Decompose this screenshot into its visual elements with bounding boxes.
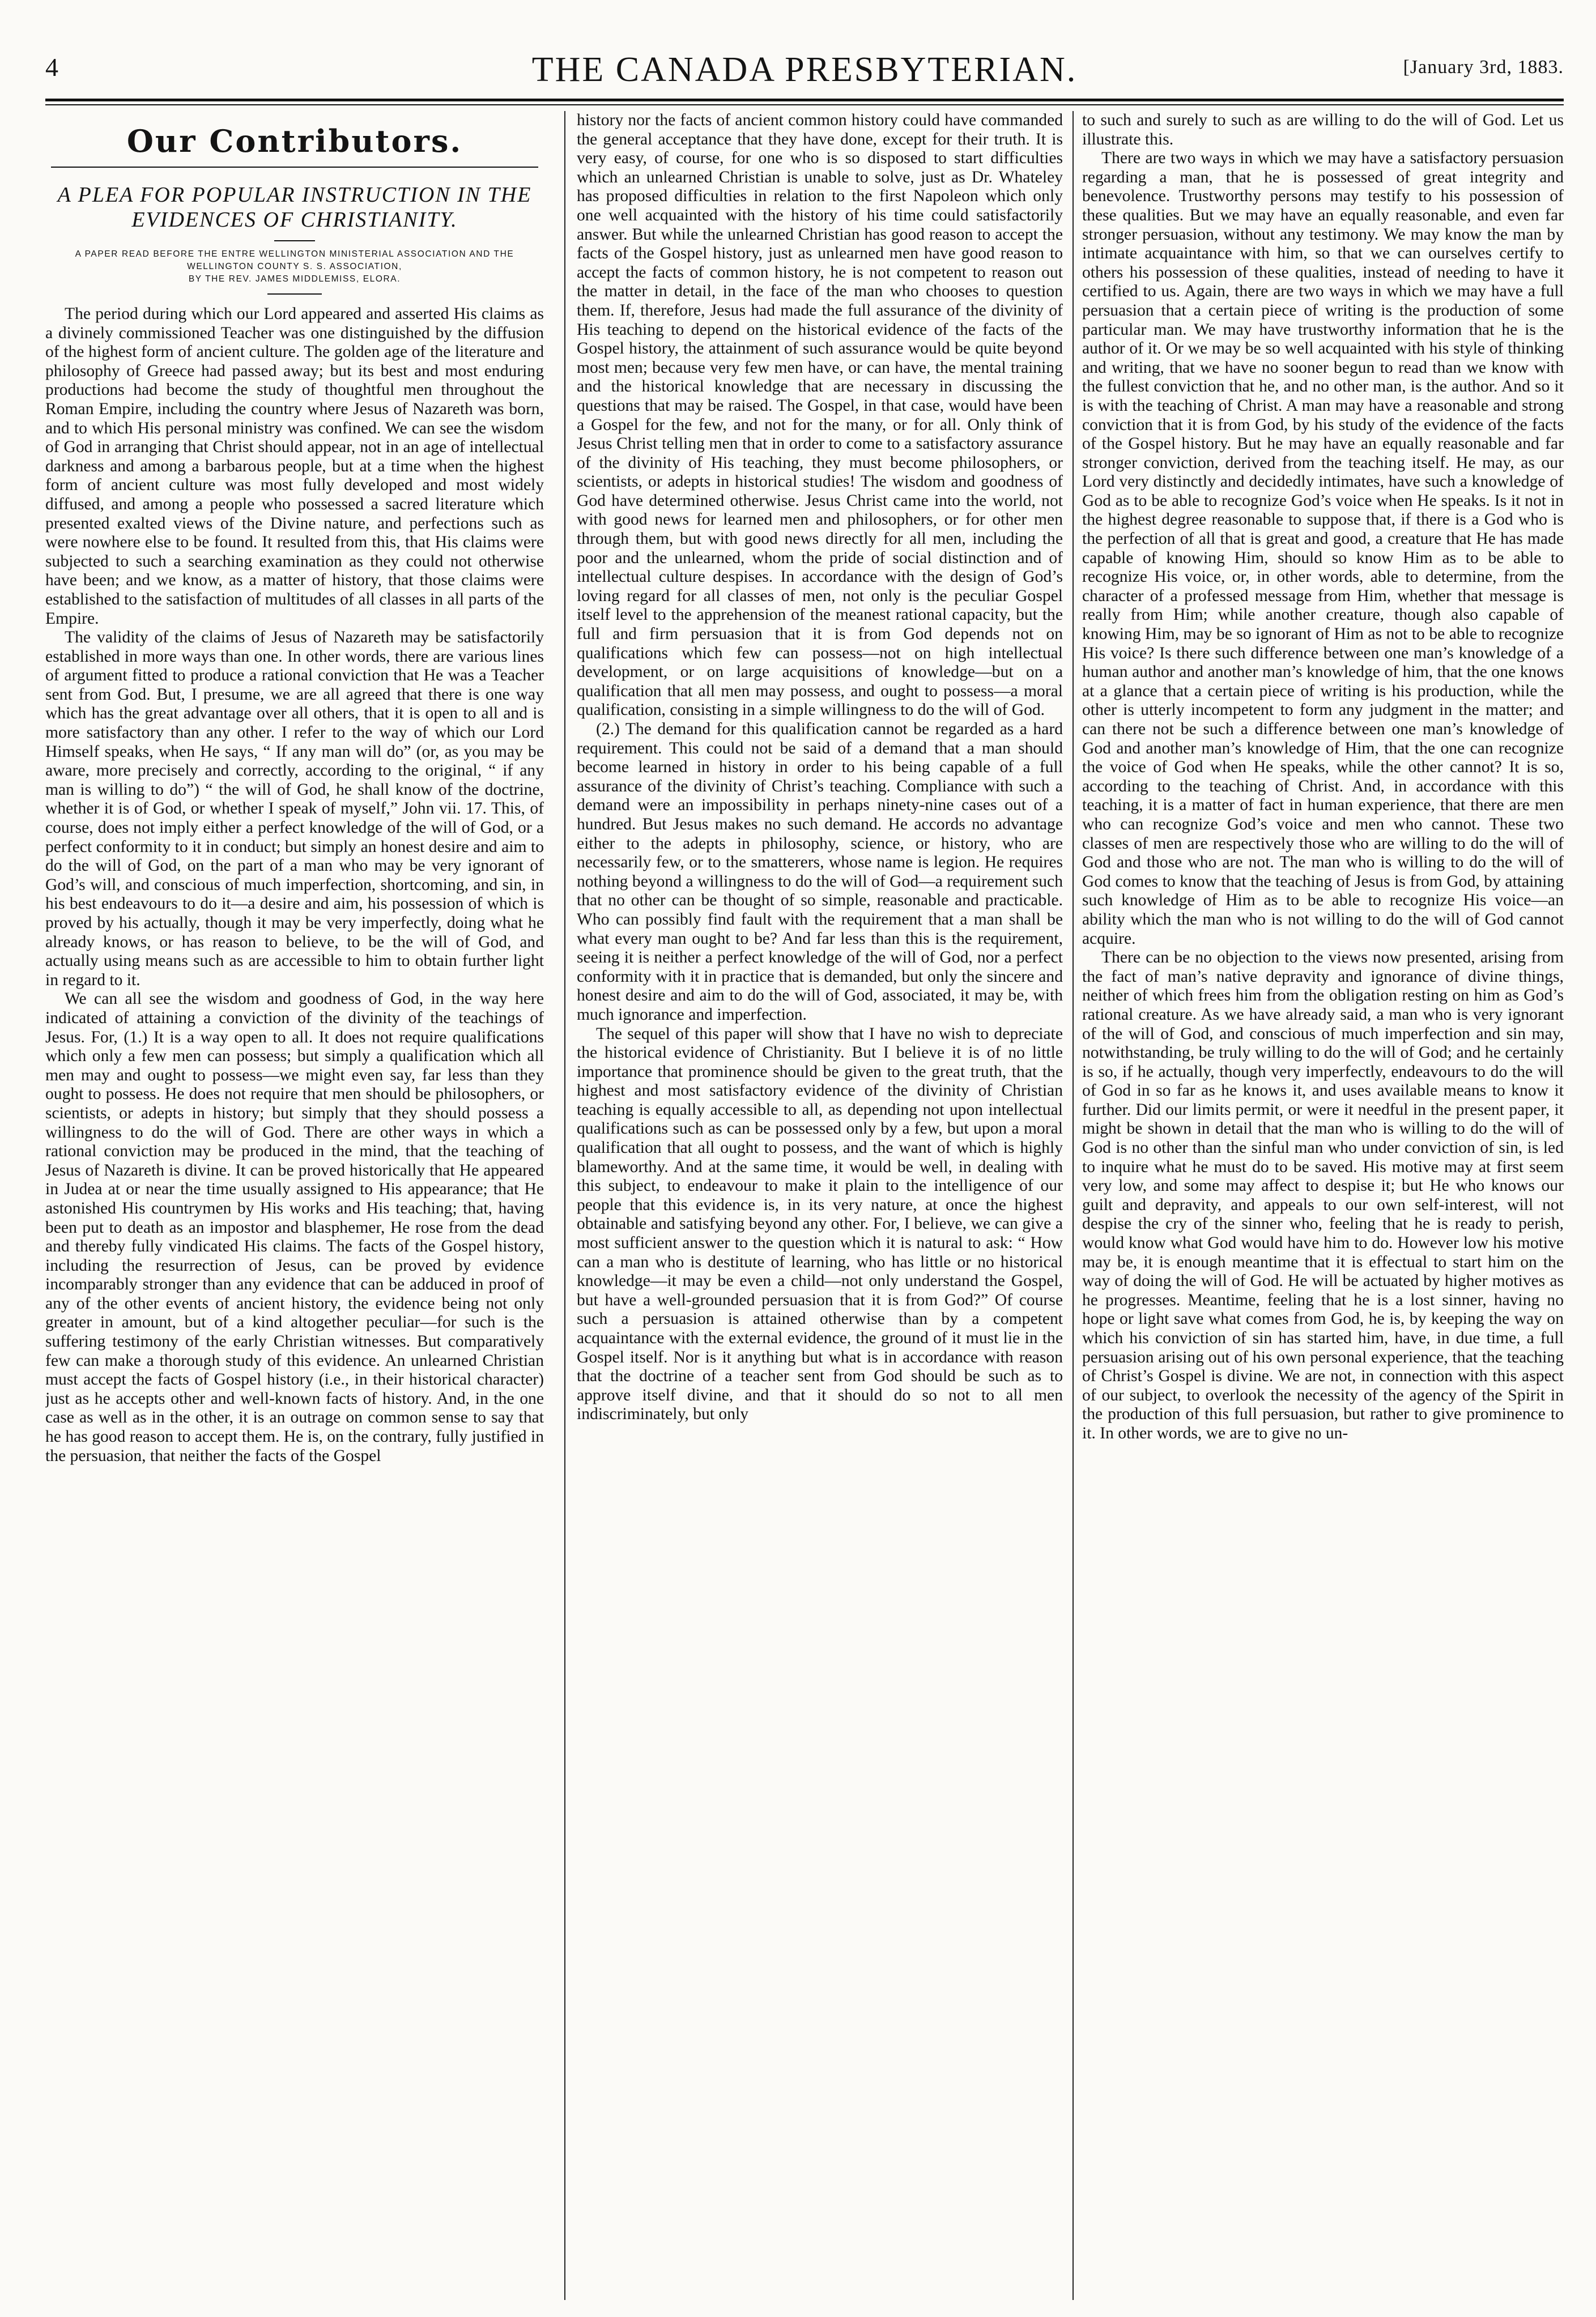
column-divider [1072,111,1074,2300]
paragraph: to such and surely to such as are willing to do the will of God. Let us illustrate this. [1082,111,1564,148]
paragraph: The validity of the claims of Jesus of Nazareth may be satisfactorily established in more ways than one. In other words, there are various lines of argument fitted to produce a rational conviction that He was a Teacher sent from God. But, I presume, we are all agreed that there is one way which has the great advantage over all others, that it is open to all and is more satisfactory than any other. I refer to the way of which our Lord Himself speaks, when He says, “ If any man will do” (or, as you may be aware, more precisely and correctly, according to the original, “ if any man is willing to do”) “ the will of God, he shall know of the doctrine, whether it is of God, or whether I speak of myself,” John vii. 17. This, of course, does not imply either a perfect knowledge of the will of God, or a perfect conformity to it in conduct; but simply an honest desire and aim to do the will of God, on the part of a man who may be very ignorant of God’s will, and conscious of much imperfection, shortcoming, and sin, in his best endeavours to do it—a desire and aim, his possession of which is proved by his actually, though it may be very imperfectly, doing what he already knows, or has reason to believe, to be the will of God, and actually using means such as are accessible to him to obtain further light in regard to it. [45,628,544,989]
paragraph: The period during which our Lord appeared and asserted His claims as a divinely commissioned Teacher was one distinguished by the diffusion of the highest form of ancient culture. The golden age of the literature and philosophy of Greece had passed away; but its best and most enduring productions had become the study of thoughtful men throughout the Roman Empire, including the country where Jesus of Nazareth was born, and to which His personal ministry was confined. We can see the wisdom of God in arranging that Christ should appear, not in an age of intellectual darkness and among a barbarous people, but at a time when the highest form of ancient culture was most fully developed and most widely diffused, and among a people who possessed a sacred literature which presented exalted views of the Divine nature, and perfections such as were nowhere else to be found. It resulted from this, that His claims were subjected to such a searching examination as they could not otherwise have been; and we know, as a matter of history, that those claims were established to the satisfaction of multitudes of all classes in all parts of the Empire. [45,305,544,628]
byline-author: BY THE REV. JAMES MIDDLEMISS, ELORA. [188,274,401,284]
article-title: A PLEA FOR POPULAR INSTRUCTION IN THE EVIDENCES OF CHRISTIANITY. [57,183,532,232]
page-number: 4 [45,53,58,82]
column-divider [564,111,565,2300]
header-rule [45,99,1564,101]
newspaper-title: THE CANADA PRESBYTERIAN. [531,50,1078,89]
paragraph: We can all see the wisdom and goodness of God, in the way here indicated of attaining a conviction of the divinity of the teachings of Jesus. For, (1.) It is a way open to all. It does not require qualifications which only a few men can possess; but simply a qualification which all men may and ought to possess—we might even say, far less than they ought to possess. He does not require that men should be philosophers, or scientists, or adepts in history; but simply that they should possess a willingness to do the will of God. There are other ways in which a rational conviction may be produced in the mind, that the teaching of Jesus of Nazareth is divine. It can be proved historically that He appeared in Judea at or near the time usually assigned to His appearance; that He astonished His countrymen by His works and His teaching; that, having been put to death as an impostor and blasphemer, He rose from the dead and thereby fully vindicated His claims. The facts of the Gospel history, including the resurrection of Jesus, can be proved by evidence incomparably stronger than any evidence that can be adduced in proof of any of the other events of ancient history, the evidence being not only greater in amount, but of a kind altogether peculiar—for such is the suffering testimony of the early Christian witnesses. But comparatively few can make a thorough study of this evidence. An unlearned Christian must accept the facts of Gospel history (i.e., in their historical character) just as he accepts other and well-known facts of history. And, in the one case as well as in the other, it is an outrage on common sense to say that he has good reason to accept them. He is, on the contrary, fully justified in the persuasion, that neither the facts of the Gospel [45,990,544,1465]
page-header [45,50,1564,96]
column-3 [1082,111,1564,2298]
department-rule [51,167,538,168]
title-rule [274,240,315,241]
issue-date: [January 3rd, 1883. [1403,57,1564,78]
byline-rule [267,293,322,295]
department-heading: Our Contributors. [126,123,463,159]
column-2 [577,111,1063,2298]
header-rule-thin [45,104,1564,105]
paragraph: The sequel of this paper will show that I have no wish to depreciate the historical evidence of Christianity. But I believe it is of no little importance that prominence should be given to the great truth, that the highest and most satisfactory evidence of the divinity of Christian teaching is equally accessible to all, as depending not upon intellectual qualifications such as can be possessed only by a few, but upon a moral qualification that all ought to possess, and the want of which is highly blameworthy. And at the same time, it would be well, in dealing with this subject, to endeavour to make it plain to the intelligence of our people that this evidence is, in its very nature, at once the highest obtainable and satisfying beyond any other. For, I believe, we can give a most sufficient answer to the question which it is natural to ask: “ How can a man who is destitute of learning, who has little or no historical knowledge—it may be even a child—not only understand the Gospel, but have a well-grounded persuasion that it is from God?” Of course such a persuasion is attained otherwise than by a competent acquaintance with the external evidence, the ground of it must lie in the Gospel itself. Nor is it anything but what is in accordance with reason that the doctrine of a teacher sent from God should be such as to approve itself divine, and that it should do so not to all men indiscriminately, but only [577,1024,1063,1424]
byline-occasion: A PAPER READ BEFORE THE ENTRE WELLINGTON MINISTERIAL ASSOCIATION AND THE WELLINGTON COUNTY S. S. ASSOCIATION, [75,249,514,271]
paragraph: There can be no objection to the views now presented, arising from the fact of man’s native depravity and ignorance of divine things, neither of which frees him from the obligation resting on him as God’s rational creature. As we have already said, a man who is very ignorant of the will of God, and conscious of much imperfection and sin may, notwithstanding, be truly willing to do the will of God; and he certainly is so, if he actually, though very imperfectly, endeavours to do the will of God in so far as he knows it, and uses available means to know it further. Did our limits permit, or were it needful in the present paper, it might be shown in detail that the man who is willing to do the will of God is no other than the sinful man who under conviction of sin, is led to inquire what he must do to be saved. His motive may at first seem very low, and some may affect to despise it; but He who knows our guilt and depravity, and appeals to our own self-interest, will not despise the cry of the sinner who, feeling that he is ready to perish, would know what God would have him to do. However low his motive may be, it is enough meantime that it is effectual to start him on the way of doing the will of God. He will be actuated by higher motives as he progresses. Meantime, feeling that he is a lost sinner, having no hope or light save what comes from God, he is, by keeping the way on which his conviction of sin has started him, have, in due time, a full persuasion arising out of his own personal experience, that the teaching of Christ’s Gospel is divine. We are not, in connection with this aspect of our subject, to overlook the necessity of the agency of the Spirit in the production of this full persuasion, but rather to give prominence to it. In other words, we are to give no un- [1082,948,1564,1442]
paragraph: There are two ways in which we may have a satisfactory persuasion regarding a man, that he is possessed of great integrity and benevolence. Trustworthy persons may testify to his possession of these qualities. But we may have an equally reasonable, and even far stronger persuasion, without any testimony. We may know the man by intimate acquaintance with him, so that we can ourselves certify to others his possession of these qualities, instead of needing to have it certified to us. Again, there are two ways in which we may have a full persuasion that a certain piece of writing is the production of some particular man. We may have trustworthy information that he is the author of it. Or we may be so well acquainted with his style of thinking and writing, that we have no sooner begun to read than we know with the fullest conviction that he, and no other man, is the author. And so it is with the teaching of Christ. A man may have a reasonable and strong conviction that it is from God, by his study of the evidence of the facts of the Gospel history. But he may have an equally reasonable and far stronger conviction, derived from the teaching itself. He may, as our Lord very distinctly and decidedly intimates, have such a knowledge of God as to be able to recognize God’s voice when He speaks. Is it not in the highest degree reasonable to suppose that, if there is a God who is the perfection of all that is great and good, a creature that He has made capable of knowing Him, should so know Him as to be able to recognize His voice, or, in other words, able to determine, from the character of a professed message from Him, whether that message is really from Him; while another creature, though also capable of knowing Him, may be so ignorant of Him as not to be able to recognize His voice? Is there such difference between one man’s knowledge of a human author and another man’s knowledge of him, that the one knows at a glance that a certain piece of writing is his production, while the other is utterly incompetent to form any judgment in the matter; and can there not be such a difference between one man’s knowledge of God and another man’s knowledge of Him, that the one can recognize the voice of God when He speaks, while the other cannot? It is so, according to the teaching of Christ. And, in accordance with this teaching, it is a matter of fact in human experience, that there are men who can recognize God’s voice and men who cannot. These two classes of men are respectively those who are willing to do the will of God and those who are not. The man who is willing to do the will of God comes to know that the teaching of Jesus is from God, by attaining such knowledge of Him as to be able to recognize His voice—an ability which the man who is not willing to do the will of God cannot acquire. [1082,149,1564,948]
column-1 [45,113,544,2300]
article-byline [45,248,544,286]
paragraph: (2.) The demand for this qualification cannot be regarded as a hard requirement. This could not be said of a demand that a man should become learned in history in order to his being capable of a full assurance of the divinity of Christ’s teaching. Compliance with such a demand were an impossibility in perhaps ninety-nine cases out of a hundred. But Jesus makes no such demand. He accords no advantage either to the adepts in philosophy, science, or history, who are necessarily few, or to the smatterers, whose name is legion. He requires nothing beyond a willingness to do the will of God—a requirement such that no other can be thought of so simple, reasonable and practicable. Who can possibly find fault with the requirement that a man shall be what every man ought to be? And far less than this is the requirement, seeing it is neither a perfect knowledge of the will of God, nor a perfect conformity with it in practice that is demanded, but only the sincere and honest desire and aim to do the will of God, associated, it may be, with much ignorance and imperfection. [577,720,1063,1024]
paragraph: history nor the facts of ancient common history could have commanded the general acceptance that they have done, except for their truth. It is very easy, of course, for one who is so disposed to start difficulties which an unlearned Christian is unable to solve, just as Dr. Whateley has proposed difficulties in relation to the first Napoleon which only one well acquainted with the history of his time could satisfactorily answer. But while the unlearned Christian has good reason to accept the facts of the Gospel history, just as unlearned men have good reason to accept the facts of common history, he is not competent to reason out the matter in detail, in the face of the man who chooses to question them. If, therefore, Jesus had made the full assurance of the divinity of His teaching to depend on the historical evidence of the facts of the Gospel history, the attainment of such assurance would be quite beyond most men; because very few men have, or can have, the mental training and the historical knowledge that are necessary in discussing the questions that may be raised. The Gospel, in that case, would have been a Gospel for the few, and not for the many, or for all. Only think of Jesus Christ telling men that in order to come to a satisfactory assurance of the divinity of His teaching, they must become philosophers, or scientists, or adepts in historical studies! The wisdom and goodness of God have determined otherwise. Jesus Christ came into the world, not with good news for learned men and philosophers, or for other men through them, but with good news directly for all men, including the poor and the unlearned, whom the pride of social distinction and of intellectual culture despises. In accordance with the design of God’s loving regard for all classes of men, not only is the peculiar Gospel itself level to the apprehension of the meanest rational capacity, but the full and firm persuasion that it is from God depends not on qualifications which few can possess—not on high intellectual development, or on large acquisitions of knowledge—but on a qualification that all men may possess, and ought to possess—a moral qualification, consisting in a simple willingness to do the will of God. [577,111,1063,719]
